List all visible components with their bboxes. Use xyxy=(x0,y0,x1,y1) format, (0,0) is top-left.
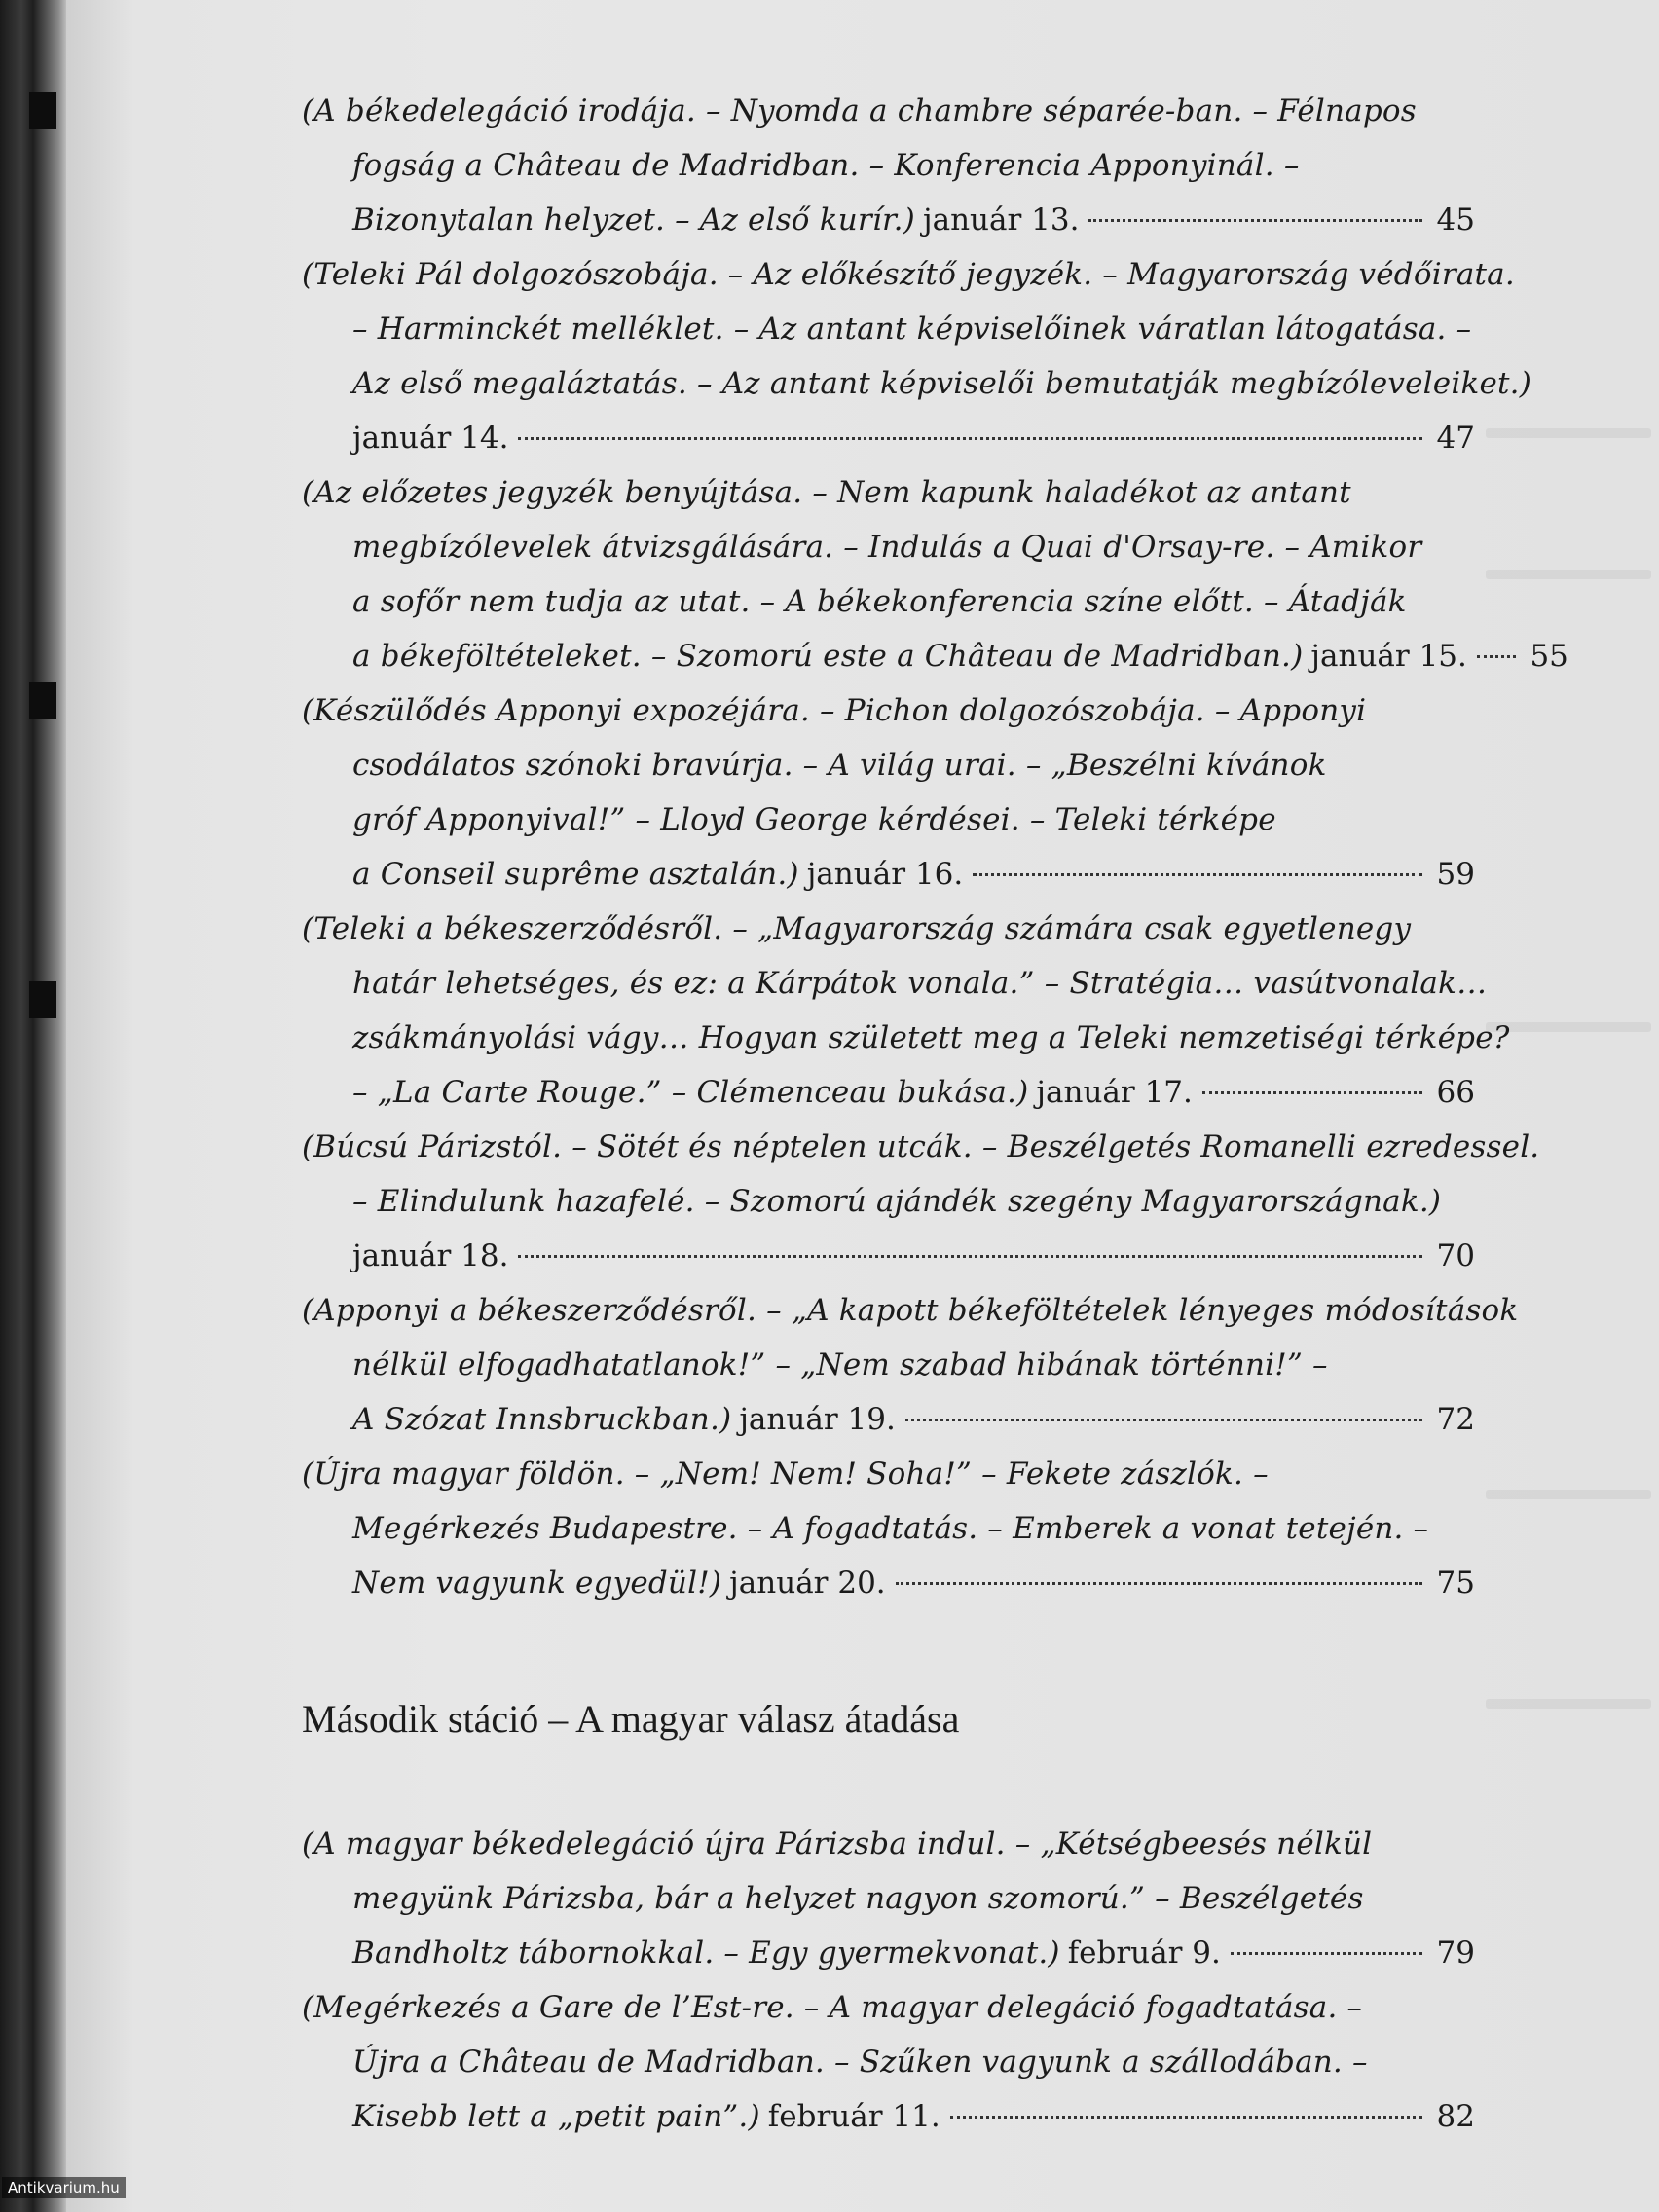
toc-entry[interactable] xyxy=(302,84,1475,247)
entry-date: február 9. xyxy=(1067,1936,1221,1971)
dot-leader xyxy=(518,1255,1422,1258)
entry-date: január 14. xyxy=(352,421,509,456)
dot-leader xyxy=(1477,655,1516,658)
page-number: 72 xyxy=(1436,1402,1475,1437)
entry-line: megyünk Párizsba, bár a helyzet nagyon szomorú.” – Beszélgetés xyxy=(352,1881,1364,1916)
toc-entry[interactable] xyxy=(302,1817,1475,1980)
dot-leader xyxy=(950,2116,1422,2119)
entry-line: A Szózat Innsbruckban.) xyxy=(352,1402,732,1437)
toc-entry[interactable] xyxy=(302,1283,1519,1447)
entry-line: (Megérkezés a Gare de l’Est-re. – A magyar delegáció fogadtatása. – xyxy=(302,1990,1363,2025)
bleed-through-mark xyxy=(1486,1022,1651,1032)
page-number: 45 xyxy=(1436,203,1475,238)
section-title: Második stáció – A magyar válasz átadása xyxy=(302,1697,960,1741)
entry-date: január 13. xyxy=(922,203,1080,238)
dot-leader xyxy=(1231,1952,1422,1955)
entry-line: Bizonytalan helyzet. – Az első kurír.) xyxy=(352,203,915,238)
dot-leader xyxy=(1088,219,1422,222)
entry-line: – Elindulunk hazafelé. – Szomorú ajándék szegény Magyarországnak.) xyxy=(352,1184,1442,1219)
page-number: 82 xyxy=(1436,2099,1475,2134)
page-number: 75 xyxy=(1436,1566,1475,1601)
entry-line: (Újra magyar földön. – „Nem! Nem! Soha!” – Fekete zászlók. – xyxy=(302,1456,1269,1492)
dot-leader xyxy=(973,873,1422,876)
page-number: 55 xyxy=(1530,639,1568,674)
toc-entry[interactable] xyxy=(302,1120,1540,1283)
entry-date: január 20. xyxy=(729,1566,886,1601)
entry-line: Az első megaláztatás. – Az antant képviselői bemutatják megbízóleveleiket.) xyxy=(352,366,1531,401)
entry-line: Megérkezés Budapestre. – A fogadtatás. – Emberek a vonat tetején. – xyxy=(352,1511,1429,1546)
book-binding xyxy=(0,0,66,2212)
page-number: 79 xyxy=(1436,1936,1475,1971)
page-number: 59 xyxy=(1436,857,1475,892)
entry-date: január 19. xyxy=(739,1402,896,1437)
entry-line: határ lehetséges, és ez: a Kárpátok vonala.” – Stratégia… vasútvonalak… xyxy=(352,966,1488,1001)
dot-leader xyxy=(518,437,1422,440)
site-watermark: Antikvarium.hu xyxy=(2,2177,126,2198)
bleed-through-mark xyxy=(1486,570,1651,579)
entry-line: (Teleki Pál dolgozószobája. – Az előkészítő jegyzék. – Magyarország védőirata. xyxy=(302,257,1515,292)
entry-line: (Készülődés Apponyi expozéjára. – Pichon dolgozószobája. – Apponyi xyxy=(302,693,1367,728)
binding-notch xyxy=(29,981,56,1018)
entry-line: Újra a Château de Madridban. – Szűken vagyunk a szállodában. – xyxy=(352,2045,1368,2080)
entry-date: február 11. xyxy=(767,2099,940,2134)
entry-line: Nem vagyunk egyedül!) xyxy=(352,1566,722,1601)
binding-notch xyxy=(29,682,56,719)
binding-notch xyxy=(29,92,56,129)
entry-line: (A magyar békedelegáció újra Párizsba indul. – „Kétségbeesés nélkül xyxy=(302,1826,1373,1862)
entry-line: – Harminckét melléklet. – Az antant képviselőinek váratlan látogatása. – xyxy=(352,312,1472,347)
bleed-through-mark xyxy=(1486,1490,1651,1499)
page-number: 70 xyxy=(1436,1238,1475,1273)
entry-line: csodálatos szónoki bravúrja. – A világ urai. – „Beszélni kívánok xyxy=(352,748,1327,783)
entry-line: megbízólevelek átvizsgálására. – Indulás a Quai d'Orsay-re. – Amikor xyxy=(352,530,1422,565)
entry-line: Bandholtz tábornokkal. – Egy gyermekvonat.) xyxy=(352,1936,1060,1971)
entry-line: nélkül elfogadhatatlanok!” – „Nem szabad hibának történni!” – xyxy=(352,1347,1328,1382)
entry-line: a sofőr nem tudja az utat. – A békekonferencia színe előtt. – Átadják xyxy=(352,584,1407,619)
entry-line: gróf Apponyival!” – Lloyd George kérdései. – Teleki térképe xyxy=(352,802,1276,837)
bleed-through-mark xyxy=(1486,428,1651,438)
entry-line: (Teleki a békeszerződésről. – „Magyarország számára csak egyetlenegy xyxy=(302,911,1412,946)
entry-line: (Az előzetes jegyzék benyújtása. – Nem kapunk haladékot az antant xyxy=(302,475,1351,510)
page-number: 47 xyxy=(1436,421,1475,456)
toc-entry[interactable] xyxy=(302,902,1510,1120)
entry-date: január 16. xyxy=(806,857,964,892)
toc-entry[interactable] xyxy=(302,683,1475,902)
toc-entry[interactable] xyxy=(302,1447,1475,1610)
entry-line: (A békedelegáció irodája. – Nyomda a chambre séparée-ban. – Félnapos xyxy=(302,93,1417,129)
bleed-through-mark xyxy=(1486,1699,1651,1709)
entry-line: a Conseil suprême asztalán.) xyxy=(352,857,799,892)
entry-line: zsákmányolási vágy… Hogyan született meg a Teleki nemzetiségi térképe? xyxy=(352,1020,1510,1055)
toc-entry[interactable] xyxy=(302,1980,1475,2144)
toc-entry[interactable] xyxy=(302,465,1568,683)
entry-line: – „La Carte Rouge.” – Clémenceau bukása.) xyxy=(352,1075,1029,1110)
page-number: 66 xyxy=(1436,1075,1475,1110)
entry-line: (Búcsú Párizstól. – Sötét és néptelen utcák. – Beszélgetés Romanelli ezredessel. xyxy=(302,1129,1540,1164)
dot-leader xyxy=(1202,1091,1422,1094)
entry-line: a békeföltételeket. – Szomorú este a Château de Madridban.) xyxy=(352,639,1304,674)
entry-line: fogság a Château de Madridban. – Konferencia Apponyinál. – xyxy=(352,148,1300,183)
dot-leader xyxy=(896,1582,1422,1585)
entry-date: január 17. xyxy=(1036,1075,1193,1110)
toc-entry[interactable] xyxy=(302,247,1531,465)
entry-date: január 18. xyxy=(352,1238,509,1273)
entry-line: (Apponyi a békeszerződésről. – „A kapott békeföltételek lényeges módosítások xyxy=(302,1293,1519,1328)
dot-leader xyxy=(905,1419,1422,1421)
table-of-contents xyxy=(302,84,1568,2144)
entry-line: Kisebb lett a „petit pain”.) xyxy=(352,2099,760,2134)
entry-date: január 15. xyxy=(1310,639,1467,674)
